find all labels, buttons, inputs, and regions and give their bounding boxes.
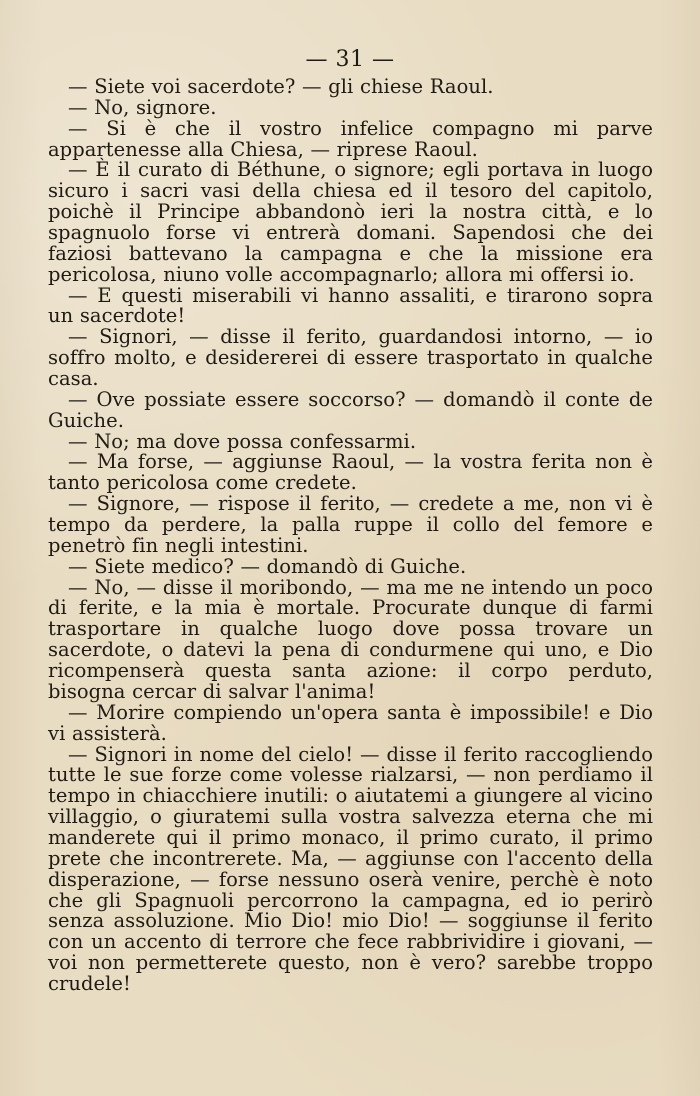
paragraph-11: — Siete medico? — domandò di Guiche. bbox=[68, 554, 467, 578]
page-text bbox=[48, 77, 653, 995]
paragraph-1: — Siete voi sacerdote? — gli chiese Raoul. bbox=[68, 75, 494, 98]
paragraph-14: — Signori in nome del cielo! — disse il ferito raccogliendo tutte le sue forze come volesse rialzarsi, — non perdiamo il tempo in chiacchiere inutili: o aiutatemi a giungere al vicino villaggio, o giuratemi sulla vostra salvezza eterna che mi manderete qui il primo monaco, il primo curato, il primo prete che incontrerete. Ma, — aggiunse con l'accento della disperazione, — forse nessuno oserà venire, perchè è noto che gli Spagnuoli percorrono la campagna, ed io perirò senza assoluzione. Mio Dio! mio Dio! — soggiunse il ferito con un accento di terrore che fece rabbrividire i giovani, — voi non permetterete questo, non è vero? sarebbe troppo crudele! bbox=[48, 742, 653, 995]
paragraph-7: — Ove possiate essere soccorso? — domandò il conte de Guiche. bbox=[48, 387, 653, 432]
paragraph-13: — Morire compiendo un'opera santa è impossibile! e Dio vi assisterà. bbox=[48, 700, 653, 745]
paragraph-6: — Signori, — disse il ferito, guardandosi intorno, — io soffro molto, e desidererei di essere trasportato in qualche casa. bbox=[48, 325, 653, 391]
paragraph-3: — Si è che il vostro infelice compagno mi parve appartenesse alla Chiesa, — riprese Raoul. bbox=[48, 116, 653, 161]
paragraph-10: — Signore, — rispose il ferito, — credete a me, non vi è tempo da perdere, la palla ruppe il collo del femore e penetrò fin negli intestini. bbox=[48, 492, 653, 557]
paragraph-4: — È il curato di Béthune, o signore; egli portava in luogo sicuro i sacri vasi della chiesa ed il tesoro del capitolo, poichè il Principe abbandonò ieri la nostra città, e lo spagnuolo forse vi entrerà domani. Sapendosi che dei faziosi battevano la campagna e che la missione era pericolosa, niuno volle accompagnarlo; allora mi offersi io. bbox=[48, 158, 653, 286]
paragraph-12: — No, — disse il moribondo, — ma me ne intendo un poco di ferite, e la mia è mortale. Procurate dunque di farmi trasportare in qualche luogo dove possa trovare un sacerdote, o datevi la pena di condurmene qui uno, e Dio ricompenserà questa santa azione: il corpo perduto, bisogna cercar di salvar l'anima! bbox=[48, 575, 653, 703]
paragraph-9: — Ma forse, — aggiunse Raoul, — la vostra ferita non è tanto pericolosa come credete. bbox=[48, 450, 653, 495]
page-number: — 31 — bbox=[305, 47, 395, 72]
paragraph-5: — E questi miserabili vi hanno assaliti, e tirarono sopra un sacerdote! bbox=[48, 283, 653, 328]
paragraph-8: — No; ma dove possa confessarmi. bbox=[68, 429, 417, 453]
paragraph-2: — No, signore. bbox=[68, 95, 217, 119]
